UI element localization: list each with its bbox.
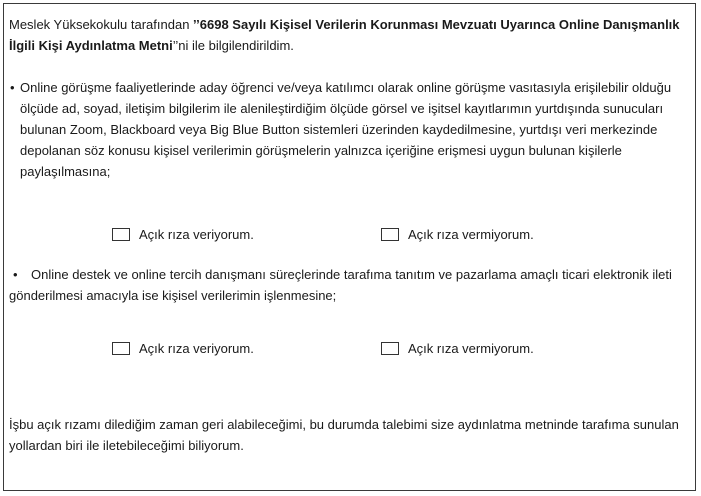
consent-no-label-2: Açık rıza vermiyorum. [408, 341, 534, 356]
checkbox-consent-yes-1[interactable] [112, 228, 130, 241]
document-title-cont: İlgili Kişi Aydınlatma Metni [9, 38, 173, 53]
consent-yes-label-2: Açık rıza veriyorum. [139, 341, 254, 356]
bullet-2: • [13, 267, 18, 282]
closing-line: İşbu açık rızamı dilediğim zaman geri alabileceğimi, bu durumda talebimi size aydınlatma metninde tarafıma sunulan [9, 417, 679, 432]
consent-no-label-1: Açık rıza vermiyorum. [408, 227, 534, 242]
bullet-1: • [10, 80, 15, 95]
checkbox-consent-no-1[interactable] [381, 228, 399, 241]
section-1-line: bulunan Zoom, Blackboard veya Big Blue Button sistemleri üzerinden kaydedilmesine, yurtdışı veri merkezinde [20, 122, 658, 137]
closing-line: yollardan biri ile iletebileceğimi biliyorum. [9, 438, 244, 453]
section-2-line: gönderilmesi amacıyla ise kişisel verilerimin işlenmesine; [9, 288, 337, 303]
section-1-line: depolanan söz konusu kişisel verilerimin görüşmelerin yalnızca içeriğine erişmesi uygun bulunan kişilerle [20, 143, 622, 158]
intro-text: Meslek Yüksekokulu tarafından [9, 17, 194, 32]
checkbox-consent-no-2[interactable] [381, 342, 399, 355]
consent-yes-label-1: Açık rıza veriyorum. [139, 227, 254, 242]
section-1-line: ölçüde ad, soyad, iletişim bilgilerim ile alenileştirdiğim ölçüde görsel ve işitsel kayıtlarımın yurtdışında sunucuları [20, 101, 664, 116]
section-1-line: paylaşılmasına; [20, 164, 111, 179]
intro-line-2 [9, 35, 294, 56]
section-1-line: Online görüşme faaliyetlerinde aday öğrenci ve/veya katılımcı olarak online görüşme vasıtasıyla erişilebilir olduğu [20, 80, 672, 95]
section-2-line: Online destek ve online tercih danışmanı süreçlerinde tarafıma tanıtım ve pazarlama amaçlı ticari elektronik ileti [31, 267, 672, 282]
document-title: ’’6698 Sayılı Kişisel Verilerin Korunması Mevzuatı Uyarınca Online Danışmanlık [193, 17, 680, 32]
checkbox-consent-yes-2[interactable] [112, 342, 130, 355]
intro-text-end: ’’ni ile bilgilendirildim. [172, 38, 294, 53]
intro-line-1 [9, 14, 680, 35]
